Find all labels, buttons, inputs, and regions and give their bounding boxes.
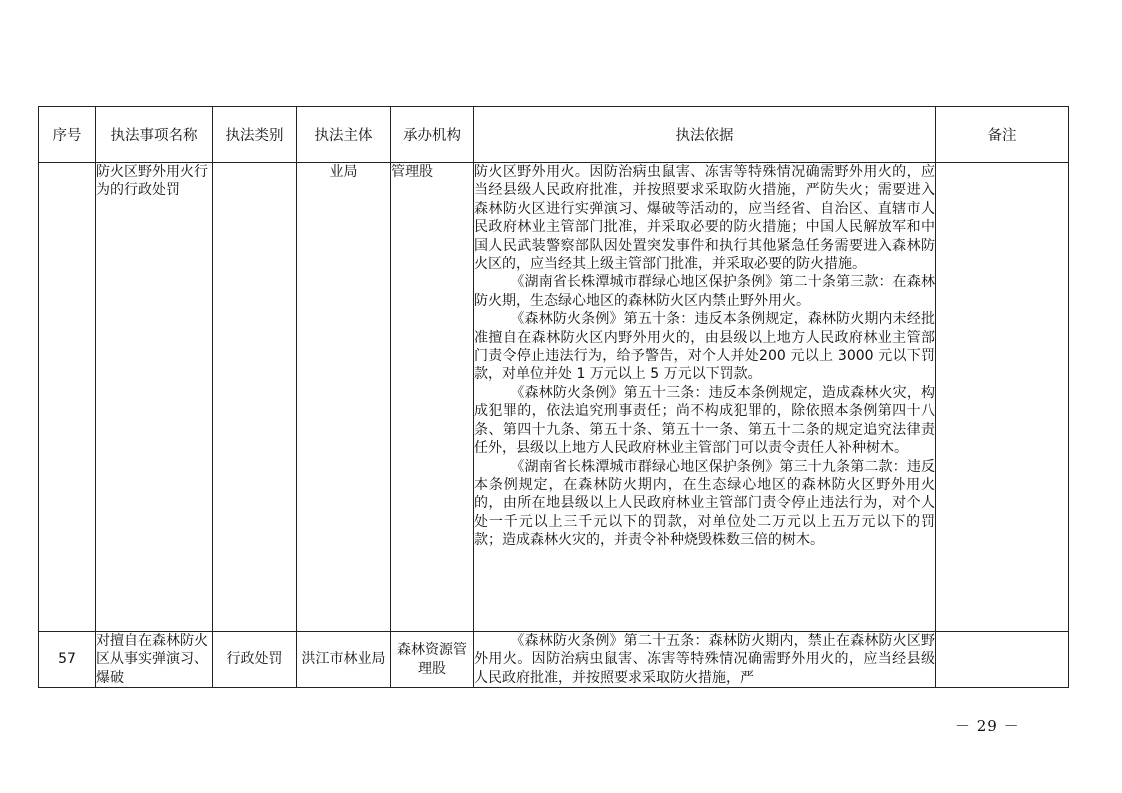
row-category: 行政处罚 (213, 632, 297, 688)
basis-paragraph: 《森林防火条例》第五十三条：违反本条例规定，造成森林火灾，构成犯罪的，依法追究刑事责任；尚不构成犯罪的，除依照本条例第四十八条、第四十九条、第五十条、第五十一条、第五十二条的规定追究法律责任外，县级以上地方人民政府林业主管部门可以责令责任人补种树木。 (474, 384, 935, 457)
header-office: 承办机构 (391, 107, 474, 163)
table-row (39, 632, 1069, 688)
header-remark: 备注 (936, 107, 1069, 163)
row-basis (474, 163, 936, 632)
row-subject: 洪江市林业局 (297, 632, 391, 688)
row-item-name: 对擅自在森林防火区从事实弹演习、爆破 (96, 632, 213, 688)
row-office: 管理股 (391, 163, 474, 632)
header-subject: 执法主体 (297, 107, 391, 163)
basis-paragraph: 防火区野外用火。因防治病虫鼠害、冻害等特殊情况确需野外用火的，应当经县级人民政府批准，并按照要求采取防火措施，严防失火；需要进入森林防火区进行实弹演习、爆破等活动的，应当经省、自治区、直辖市人民政府林业主管部门批准，并采取必要的防火措施；中国人民解放军和中国人民武装警察部队因处置突发事件和执行其他紧急任务需要进入森林防火区的，应当经其上级主管部门批准，并采取必要的防火措施。 (474, 164, 935, 273)
page-number: － 29 － (955, 717, 1020, 735)
header-item-name: 执法事项名称 (96, 107, 213, 163)
row-basis (474, 632, 936, 688)
basis-paragraph: 《森林防火条例》第二十五条：森林防火期内，禁止在森林防火区野外用火。因防治病虫鼠害、冻害等特殊情况确需野外用火的，应当经县级人民政府批准，并按照要求采取防火措施，严 (474, 633, 935, 686)
row-item-name: 防火区野外用火行为的行政处罚 (96, 163, 213, 632)
row-category (213, 163, 297, 632)
row-office: 森林资源管理股 (391, 632, 474, 688)
law-enforcement-table (38, 106, 1069, 688)
table-row (39, 163, 1069, 632)
header-index: 序号 (39, 107, 96, 163)
row-subject: 业局 (297, 163, 391, 632)
row-remark (936, 632, 1069, 688)
row-index: 57 (39, 632, 96, 688)
row-index (39, 163, 96, 632)
basis-paragraph: 《湖南省长株潭城市群绿心地区保护条例》第二十条第三款：在森林防火期，生态绿心地区的森林防火区内禁止野外用火。 (474, 274, 935, 309)
header-basis: 执法依据 (474, 107, 936, 163)
header-category: 执法类别 (213, 107, 297, 163)
basis-paragraph: 《森林防火条例》第五十条：违反本条例规定，森林防火期内未经批准擅自在森林防火区内野外用火的，由县级以上地方人民政府林业主管部门责令停止违法行为，给予警告，对个人并处200 元以上 3000 元以下罚款，对单位并处 1 万元以上 5 万元以下罚款。 (474, 311, 935, 383)
header-row (39, 107, 1069, 163)
basis-paragraph: 《湖南省长株潭城市群绿心地区保护条例》第三十九条第二款：违反本条例规定，在森林防火期内，在生态绿心地区的森林防火区野外用火的，由所在地县级以上人民政府林业主管部门责令停止违法行为，对个人处一千元以上三千元以下的罚款，对单位处二万元以上五万元以下的罚款；造成森林火灾的，并责令补种烧毁株数三倍的树木。 (474, 458, 935, 549)
row-remark (936, 163, 1069, 632)
